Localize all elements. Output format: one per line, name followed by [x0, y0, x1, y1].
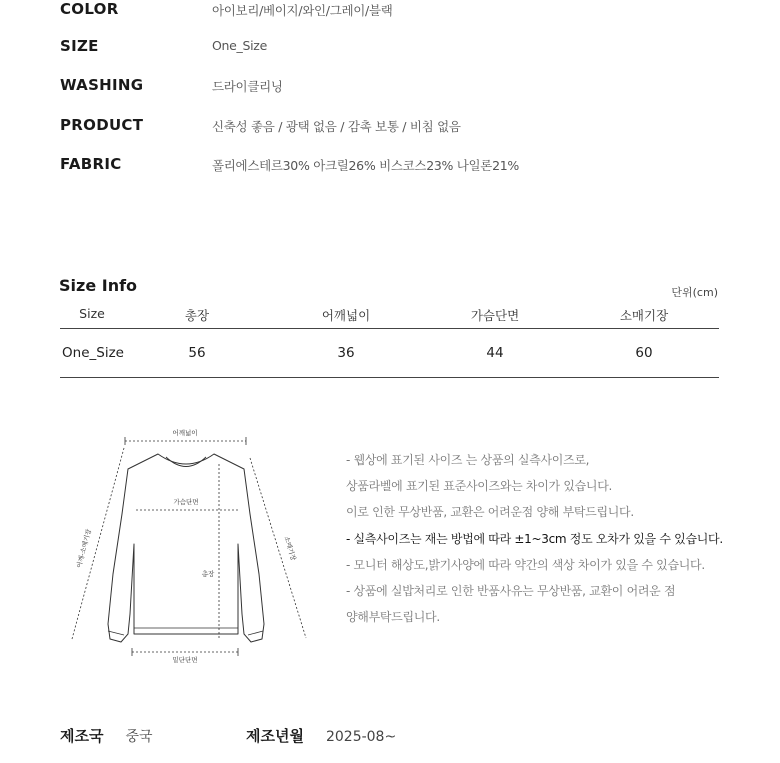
cell-chest: 44	[486, 345, 504, 361]
size-table-header	[60, 303, 719, 329]
spec-value: 신축성 좋음 / 광택 없음 / 감촉 보통 / 비침 없음	[212, 119, 461, 134]
size-info-title: Size Info	[59, 276, 138, 295]
spec-label: SIZE	[60, 37, 99, 55]
date-label: 제조년월	[246, 727, 304, 745]
header-shoulder: 어깨넓이	[321, 308, 371, 323]
country-label: 제조국	[60, 727, 104, 745]
diagram-label-shoulder: 어깨넓이	[172, 429, 198, 437]
spec-value: 폴리에스테르30% 아크릴26% 비스코스23% 나일론21%	[212, 158, 519, 173]
note-line: - 상품에 실밥처리로 인한 반품사유는 무상반품, 교환이 어려운 점	[346, 584, 676, 598]
spec-value: 드라이클리닝	[212, 79, 283, 94]
country-of-origin	[60, 725, 153, 749]
spec-row-color	[60, 0, 740, 22]
header-chest: 가슴단면	[470, 308, 520, 323]
diagram-label-sleeve-right: 소매기장	[282, 535, 298, 562]
spec-label: COLOR	[60, 0, 119, 18]
note-line: 이로 인한 무상반품, 교환은 어려운점 양해 부탁드립니다.	[346, 505, 634, 519]
cell-size: One_Size	[62, 345, 124, 361]
header-size: Size	[79, 306, 105, 321]
note-line: 상품라벨에 표기된 표준사이즈와는 차이가 있습니다.	[346, 479, 612, 493]
cell-sleeve: 60	[635, 345, 653, 361]
note-line: - 모니터 해상도,밝기사양에 따라 약간의 색상 차이가 있을 수 있습니다.	[346, 558, 705, 572]
country-value: 중국	[125, 729, 153, 745]
date-value: 2025-08~	[325, 729, 397, 745]
sweater-measurement-diagram	[66, 424, 316, 674]
note-line: 양해부탁드립니다.	[346, 610, 440, 624]
table-row	[60, 329, 719, 378]
spec-value: One_Size	[212, 38, 267, 53]
header-length: 총장	[184, 308, 210, 323]
spec-row-washing	[60, 76, 740, 98]
header-sleeve: 소매기장	[619, 308, 669, 323]
spec-label: PRODUCT	[60, 116, 144, 134]
spec-label: FABRIC	[60, 155, 122, 173]
diagram-label-hem: 밑단단면	[172, 656, 198, 664]
spec-row-fabric	[60, 155, 740, 177]
cell-length: 56	[188, 345, 206, 361]
size-table	[60, 303, 719, 378]
sweater-outline	[108, 454, 264, 642]
note-line-emphasis: - 실측사이즈는 재는 방법에 따라 ±1~3cm 정도 오차가 있을 수 있습니다.	[346, 532, 723, 546]
cell-shoulder: 36	[337, 345, 355, 361]
manufacture-date	[246, 725, 396, 749]
diagram-label-chest: 가슴단면	[173, 498, 199, 506]
note-line: - 웹상에 표기된 사이즈 는 상품의 실측사이즈로,	[346, 453, 590, 467]
diagram-label-sleeve-left: 어깨-소매기장	[75, 528, 94, 569]
diagram-label-length: 총장	[201, 570, 215, 578]
spec-row-size	[60, 37, 740, 59]
spec-value: 아이보리/베이지/와인/그레이/블랙	[212, 3, 393, 18]
spec-label: WASHING	[60, 76, 144, 94]
spec-row-product	[60, 116, 740, 138]
size-unit: 단위(cm)	[671, 286, 718, 299]
